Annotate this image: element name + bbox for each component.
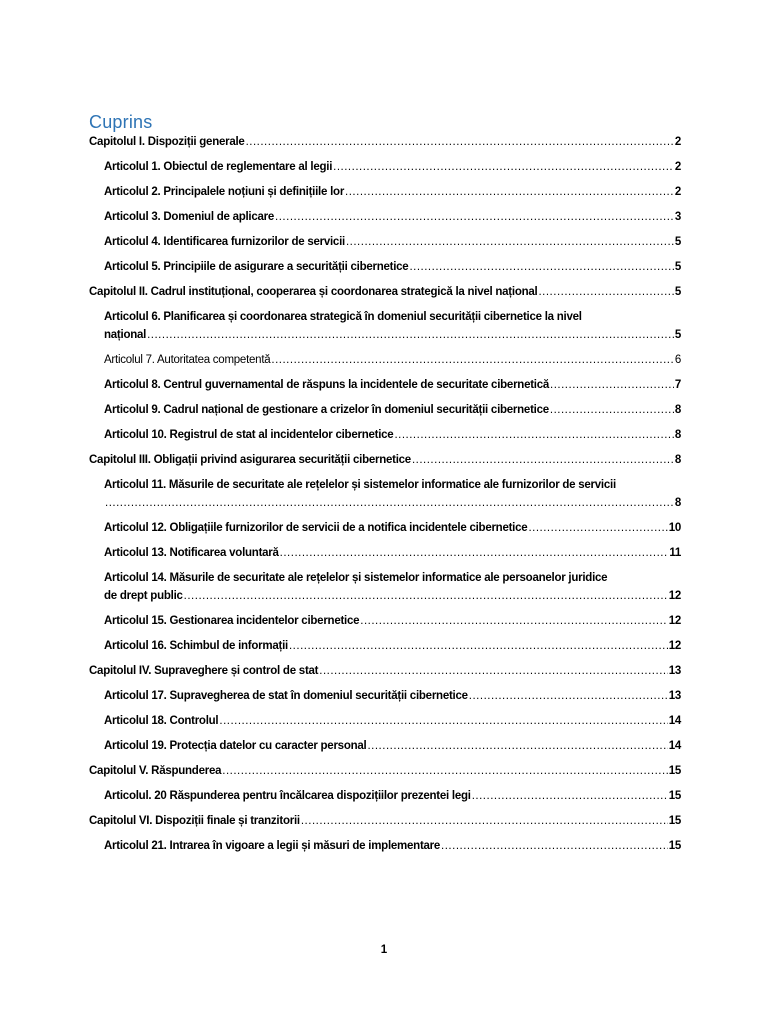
- toc-entry-text: național: [104, 329, 147, 341]
- toc-article-entry[interactable]: [104, 208, 681, 226]
- toc-page-number: 15: [668, 765, 681, 777]
- toc-dot-leader: [271, 351, 673, 369]
- toc-page-number: 15: [668, 840, 681, 852]
- toc-entry-row: [89, 662, 681, 680]
- toc-page-number: 8: [674, 429, 681, 441]
- toc-entry-row: [104, 712, 681, 730]
- toc-page-number: 5: [674, 236, 681, 248]
- toc-entry-text: Articolul. 20 Răspunderea pentru încălcarea dispozițiilor prezentei legi: [104, 790, 471, 802]
- toc-entry-text: Articolul 17. Supravegherea de stat în domeniul securității cibernetice: [104, 690, 468, 702]
- toc-entry-text: Articolul 12. Obligațiile furnizorilor de servicii de a notifica incidentele cibernetice: [104, 522, 528, 534]
- toc-dot-leader: [538, 283, 673, 301]
- toc-heading: Cuprins: [89, 112, 153, 132]
- toc-entry-row: [89, 451, 681, 469]
- toc-entry-text: Articolul 15. Gestionarea incidentelor cibernetice: [104, 615, 360, 627]
- toc-dot-leader: [472, 787, 668, 805]
- toc-entry-row: [104, 787, 681, 805]
- toc-page-number: 10: [668, 522, 681, 534]
- toc-entry-row: [104, 401, 681, 419]
- toc-dot-leader: [105, 494, 674, 512]
- toc-article-entry[interactable]: [104, 569, 681, 605]
- toc-entry-row: [104, 737, 681, 755]
- toc-page-number: 15: [668, 790, 681, 802]
- toc-entry-row: [89, 133, 681, 151]
- toc-dot-leader: [367, 737, 667, 755]
- toc-entry-row: [104, 544, 681, 562]
- toc-dot-leader: [409, 258, 673, 276]
- toc-dot-leader: [528, 519, 667, 537]
- toc-chapter-entry[interactable]: [89, 133, 681, 151]
- toc-article-entry[interactable]: [104, 376, 681, 394]
- toc-entry-text: Articolul 18. Controlul: [104, 715, 219, 727]
- toc-article-entry[interactable]: [104, 426, 681, 444]
- toc-entry-text: Articolul 10. Registrul de stat al incidentelor cibernetice: [104, 429, 394, 441]
- toc-page-number: 14: [668, 715, 681, 727]
- toc-entry-row: [89, 812, 681, 830]
- toc-entry-row: [104, 587, 681, 605]
- toc-entry-row: [104, 519, 681, 537]
- toc-page-number: 8: [674, 404, 681, 416]
- toc-article-entry[interactable]: [104, 183, 681, 201]
- toc-dot-leader: [275, 208, 674, 226]
- toc-entry-row: [104, 351, 681, 369]
- toc-entry-text: Articolul 2. Principalele noțiuni și definițiile lor: [104, 186, 345, 198]
- toc-dot-leader: [219, 712, 667, 730]
- toc-dot-leader: [469, 687, 668, 705]
- toc-page-number: 5: [674, 329, 681, 341]
- toc-dot-leader: [412, 451, 674, 469]
- toc-page-number: 8: [674, 454, 681, 466]
- toc-page-number: 15: [668, 815, 681, 827]
- toc-entry-text: Articolul 3. Domeniul de aplicare: [104, 211, 275, 223]
- toc-entry-row: [104, 376, 681, 394]
- toc-page-number: 12: [668, 640, 681, 652]
- page-number: 1: [380, 944, 388, 956]
- toc-page-number: 3: [674, 211, 681, 223]
- toc-entry-text-line1: Articolul 11. Măsurile de securitate ale rețelelor și sistemelor informatice ale furnizorilor de servicii: [104, 479, 616, 491]
- toc-entry-row: [104, 158, 681, 176]
- toc-entry-text: Articolul 19. Protecția datelor cu caracter personal: [104, 740, 367, 752]
- toc-dot-leader: [550, 376, 674, 394]
- toc-entry-text: de drept public: [104, 590, 183, 602]
- toc-article-entry[interactable]: [104, 837, 681, 855]
- toc-entry-text: Capitolul II. Cadrul instituțional, cooperarea și coordonarea strategică la nivel național: [89, 286, 538, 298]
- toc-dot-leader: [246, 133, 674, 151]
- toc-dot-leader: [319, 662, 667, 680]
- toc-chapter-entry[interactable]: [89, 451, 681, 469]
- toc-article-entry[interactable]: [104, 351, 681, 369]
- toc-entry-text: Capitolul I. Dispoziții generale: [89, 136, 245, 148]
- toc-entry-text: Articolul 16. Schimbul de informații: [104, 640, 288, 652]
- toc-article-entry[interactable]: [104, 737, 681, 755]
- toc-dot-leader: [333, 158, 674, 176]
- toc-chapter-entry[interactable]: [89, 283, 681, 301]
- toc-article-entry[interactable]: [104, 158, 681, 176]
- toc-dot-leader: [147, 326, 674, 344]
- toc-article-entry[interactable]: [104, 687, 681, 705]
- toc-dot-leader: [345, 183, 674, 201]
- toc-dot-leader: [301, 812, 668, 830]
- toc-entry-text: Articolul 5. Principiile de asigurare a securității cibernetice: [104, 261, 409, 273]
- toc-entry-text: Capitolul IV. Supraveghere și control de stat: [89, 665, 319, 677]
- toc-page-number: 8: [674, 497, 681, 509]
- toc-dot-leader: [394, 426, 673, 444]
- toc-entry-text: Articolul 4. Identificarea furnizorilor de servicii: [104, 236, 345, 248]
- toc-dot-leader: [289, 637, 668, 655]
- toc-article-entry[interactable]: [104, 712, 681, 730]
- toc-entry-row: [104, 837, 681, 855]
- toc-article-entry[interactable]: [104, 519, 681, 537]
- toc-entry-text-line1: Articolul 14. Măsurile de securitate ale rețelelor și sistemelor informatice ale persoanelor juridice: [104, 572, 608, 584]
- toc-dot-leader: [222, 762, 667, 780]
- toc-page-number: 2: [674, 186, 681, 198]
- toc-article-entry[interactable]: [104, 612, 681, 630]
- toc-dot-leader: [550, 401, 674, 419]
- toc-entry-row: [104, 233, 681, 251]
- toc-dot-leader: [441, 837, 668, 855]
- toc-entry-text: Articolul 9. Cadrul național de gestionare a crizelor în domeniul securității cibernetice: [104, 404, 549, 416]
- toc-entry-text-line1: Articolul 6. Planificarea și coordonarea strategică în domeniul securității cibernetice la nivel: [104, 311, 582, 323]
- toc-entry-text: Capitolul VI. Dispoziții finale și tranzitorii: [89, 815, 300, 827]
- toc-entry-text: Articolul 13. Notificarea voluntară: [104, 547, 279, 559]
- toc-chapter-entry[interactable]: [89, 762, 681, 780]
- toc-page-number: 5: [674, 286, 681, 298]
- toc-chapter-entry[interactable]: [89, 662, 681, 680]
- toc-page-number: 13: [668, 690, 681, 702]
- toc-entry-text: Articolul 21. Intrarea în vigoare a legii și măsuri de implementare: [104, 840, 441, 852]
- toc-entry-row: [104, 183, 681, 201]
- toc-page-number: 12: [668, 590, 681, 602]
- toc-chapter-entry[interactable]: [89, 812, 681, 830]
- toc-page-number: 12: [668, 615, 681, 627]
- toc-article-entry[interactable]: [104, 787, 681, 805]
- toc-page-number: 14: [668, 740, 681, 752]
- toc-entry-row: [104, 687, 681, 705]
- toc-article-entry[interactable]: [104, 544, 681, 562]
- toc-article-entry[interactable]: [104, 308, 681, 344]
- toc-page-number: 11: [669, 547, 681, 559]
- toc-page-number: 5: [674, 261, 681, 273]
- toc-entry-text: Articolul 1. Obiectul de reglementare al legii: [104, 161, 333, 173]
- toc-entry-row: [104, 637, 681, 655]
- toc-entry-row: [104, 612, 681, 630]
- toc-entry-text: Articolul 7. Autoritatea competentă: [104, 354, 271, 366]
- toc-entry-row: [104, 494, 681, 512]
- toc-entry-row: [104, 326, 681, 344]
- toc-dot-leader: [360, 612, 667, 630]
- toc-article-entry[interactable]: [104, 233, 681, 251]
- toc-dot-leader: [346, 233, 674, 251]
- toc-article-entry[interactable]: [104, 401, 681, 419]
- toc-page-number: 6: [674, 354, 681, 366]
- toc-entry-text: Capitolul III. Obligații privind asigurarea securității cibernetice: [89, 454, 411, 466]
- toc-entry-row: [104, 426, 681, 444]
- toc-page-number: 2: [674, 136, 681, 148]
- toc-page-number: 13: [668, 665, 681, 677]
- toc-article-entry[interactable]: [104, 637, 681, 655]
- toc-entry-row: [104, 258, 681, 276]
- toc-entry-row: [104, 208, 681, 226]
- toc-article-entry[interactable]: [104, 476, 681, 512]
- toc-dot-leader: [280, 544, 669, 562]
- toc-entry-row: [89, 283, 681, 301]
- toc-entry-row: [89, 762, 681, 780]
- toc-dot-leader: [184, 587, 668, 605]
- toc-page-number: 7: [674, 379, 681, 391]
- toc-article-entry[interactable]: [104, 258, 681, 276]
- toc-entry-text: Capitolul V. Răspunderea: [89, 765, 222, 777]
- toc-entry-text: Articolul 8. Centrul guvernamental de răspuns la incidentele de securitate cibernetică: [104, 379, 550, 391]
- toc-page-number: 2: [674, 161, 681, 173]
